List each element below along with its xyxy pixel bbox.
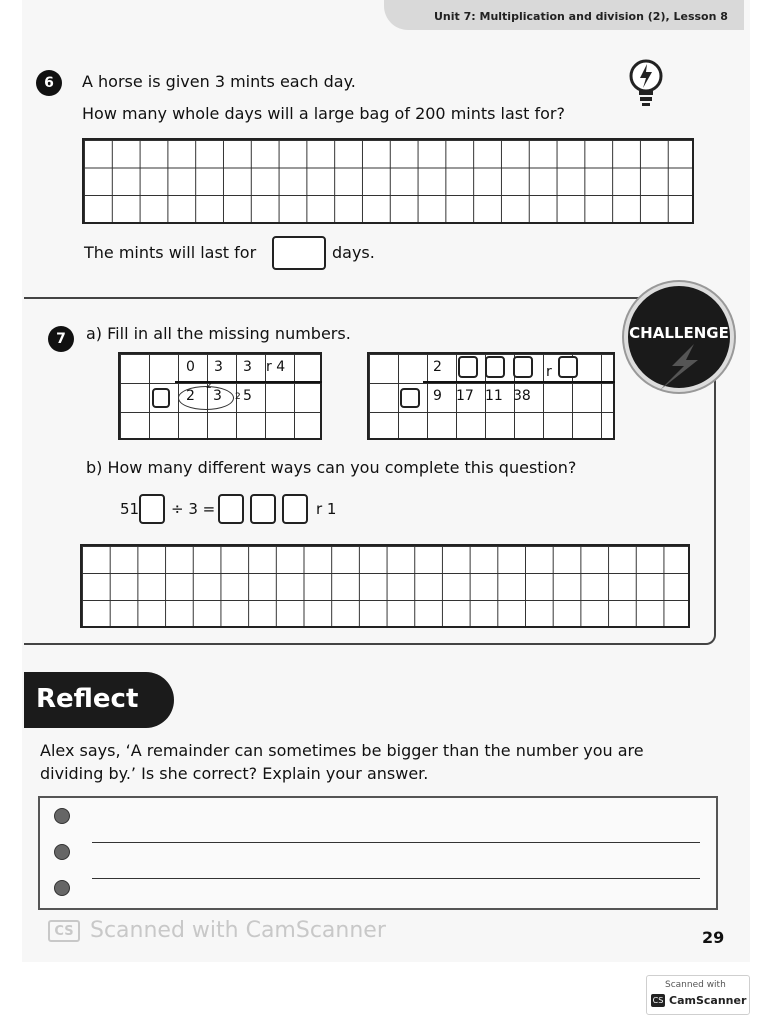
camscanner-watermark: Scanned with CamScanner <box>90 918 386 943</box>
q7-part-a: a) Fill in all the missing numbers. <box>86 324 351 343</box>
right-division-bar <box>423 381 615 383</box>
challenge-badge <box>624 282 734 392</box>
left-quotient-0: 0 <box>186 359 195 375</box>
right-missing-divisor-box[interactable] <box>400 388 420 408</box>
right-quotient-box-3[interactable] <box>513 356 533 378</box>
q6-answer-prefix: The mints will last for <box>84 243 257 262</box>
equation-answer-box-1[interactable] <box>218 494 244 524</box>
left-missing-divisor-box[interactable] <box>152 388 170 408</box>
answer-line <box>92 842 700 843</box>
badge-line2: CamScanner <box>669 994 747 1007</box>
right-remainder-r: r <box>546 364 552 380</box>
question-7-badge: 7 <box>48 326 74 352</box>
unit-header <box>384 0 744 30</box>
badge-logo: CS <box>652 996 664 1005</box>
left-quotient-3b: 3 <box>243 359 252 375</box>
left-dividend-3: 3 <box>213 388 222 404</box>
q7-part-b: b) How many different ways can you complete this question? <box>86 458 577 477</box>
left-division-bar <box>175 381 322 383</box>
left-dividend-carry2: 2 <box>235 392 241 402</box>
question-6-badge: 6 <box>36 70 62 96</box>
right-quotient-2: 2 <box>433 359 442 375</box>
bullet-dot <box>54 880 70 896</box>
right-quotient-box-1[interactable] <box>458 356 478 378</box>
right-remainder-box[interactable] <box>558 356 578 378</box>
right-dividend-38: 38 <box>513 388 531 404</box>
challenge-label: CHALLENGE <box>629 324 729 342</box>
q6-line1: A horse is given 3 mints each day. <box>82 72 356 91</box>
reflect-line2: dividing by.’ Is she correct? Explain your answer. <box>40 764 429 783</box>
camscanner-watermark-logo: CS <box>48 920 80 942</box>
unit-title: Unit 7: Multiplication and division (2), Lesson 8 <box>434 10 728 23</box>
right-dividend-9: 9 <box>433 388 442 404</box>
left-remainder: r 4 <box>266 359 286 375</box>
equation-remainder: r 1 <box>316 500 337 518</box>
q6-line2: How many whole days will a large bag of 200 mints last for? <box>82 104 565 123</box>
equation-prefix: 51 <box>120 500 140 518</box>
right-dividend-11: 11 <box>485 388 503 404</box>
camscanner-badge <box>646 975 750 1015</box>
q6-working-grid[interactable] <box>82 138 694 224</box>
equation-answer-box-2[interactable] <box>250 494 276 524</box>
bullet-dot <box>54 808 70 824</box>
left-dividend-carry: 2 <box>206 381 212 391</box>
answer-line <box>92 878 700 879</box>
badge-line1: Scanned with <box>665 980 726 990</box>
lightbulb-icon <box>628 58 664 108</box>
left-dividend-2: 2 <box>186 388 195 404</box>
q6-answer-box[interactable] <box>272 236 326 270</box>
q6-answer-suffix: days. <box>332 243 375 262</box>
q7b-working-grid[interactable] <box>80 544 690 628</box>
left-quotient-3a: 3 <box>214 359 223 375</box>
reflect-banner <box>24 672 174 728</box>
equation-missing-digit-box[interactable] <box>139 494 165 524</box>
right-quotient-box-2[interactable] <box>485 356 505 378</box>
reflect-line1: Alex says, ‘A remainder can sometimes be bigger than the number you are <box>40 741 644 760</box>
bullet-dot <box>54 844 70 860</box>
left-dividend-5: 5 <box>243 388 252 404</box>
reflect-answer-box[interactable] <box>38 796 718 910</box>
lightning-icon <box>650 344 710 390</box>
equation-answer-box-3[interactable] <box>282 494 308 524</box>
reflect-title: Reflect <box>36 684 139 714</box>
equation-divide: ÷ 3 = <box>171 500 216 518</box>
right-dividend-17: 17 <box>456 388 474 404</box>
page-number: 29 <box>702 928 725 947</box>
